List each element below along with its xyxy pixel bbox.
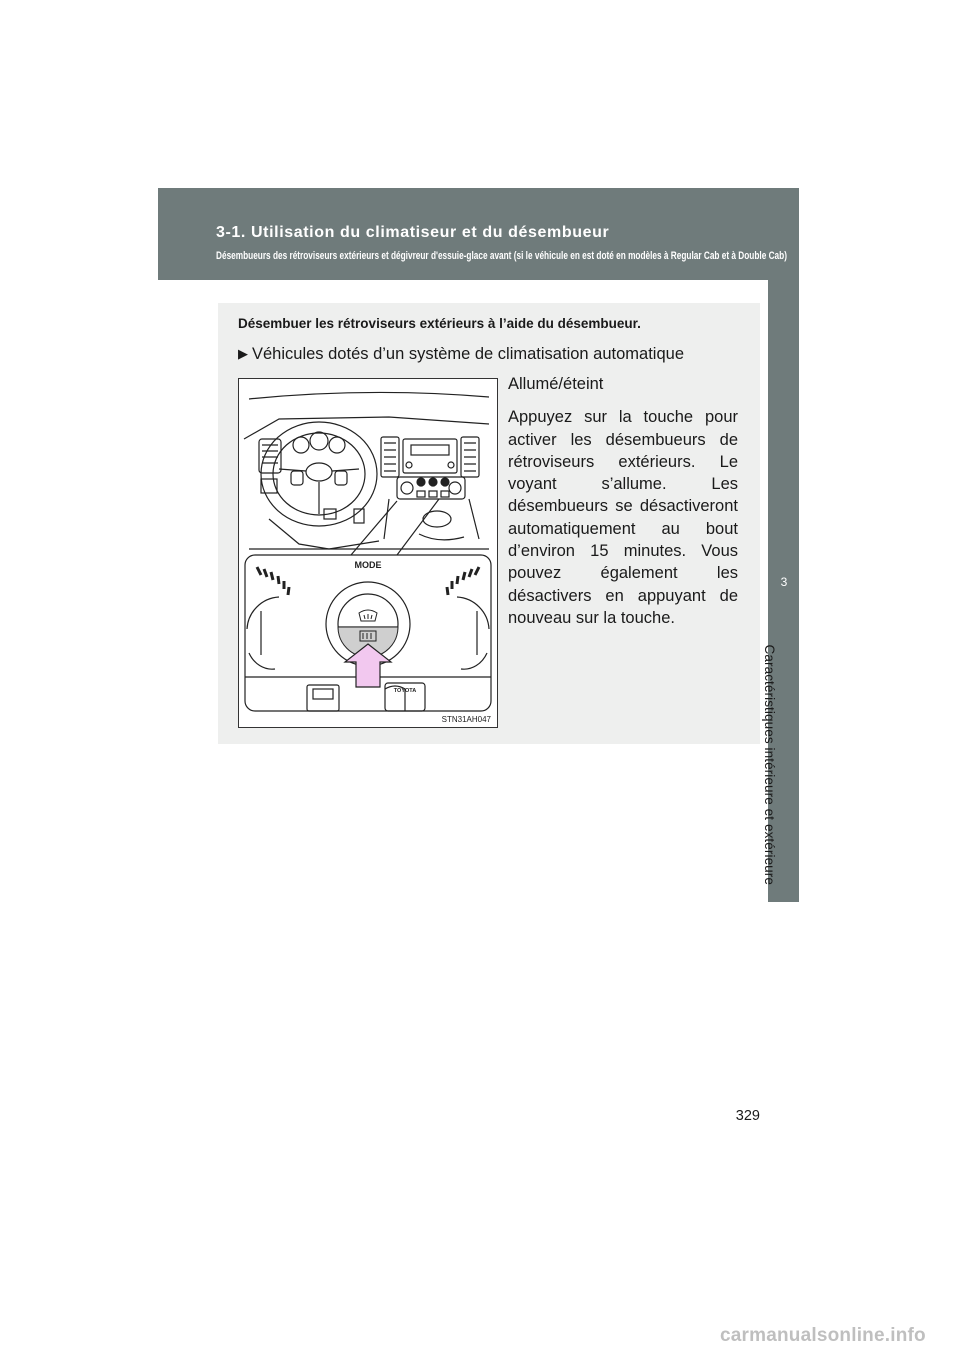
chapter-label: Caractéristiques intérieure et extérieure [762, 644, 777, 885]
section-title: 3-1. Utilisation du climatiseur et du désembueur [216, 224, 610, 241]
chapter-number: 3 [780, 575, 788, 589]
section-subtitle: Désembueurs des rétroviseurs extérieurs et dégivreur d'essuie-glace avant (si le véhicule en est doté en modèles à Regular Cab et à Double Cab) [216, 250, 787, 262]
bullet-item [238, 345, 684, 364]
page-number: 329 [735, 1108, 760, 1124]
bullet-text: Véhicules dotés d’un système de climatisation automatique [252, 345, 684, 363]
status-label: Allumé/éteint [508, 375, 604, 393]
mode-label: MODE [354, 560, 382, 570]
figure-code: STN31AH047 [441, 715, 491, 724]
description-column [508, 373, 738, 629]
brand-label: TOYOTA [393, 688, 417, 694]
dashboard-illustration [238, 378, 498, 728]
watermark: carmanualsonline.info [720, 1325, 926, 1346]
triangle-right-icon: ▶ [238, 346, 248, 361]
content-heading: Désembuer les rétroviseurs extérieurs à l’aide du désembueur. [238, 316, 641, 331]
description-text: Appuyez sur la touche pour activer les désembueurs de rétroviseurs extérieurs. Le voyant s’allume. Les désembueurs se désactiveront automatiquement au bout d’environ 15 minutes. Vous pouvez également les désactivers en appuyant de nouveau sur la touche. [508, 408, 738, 627]
section-header [158, 188, 799, 280]
